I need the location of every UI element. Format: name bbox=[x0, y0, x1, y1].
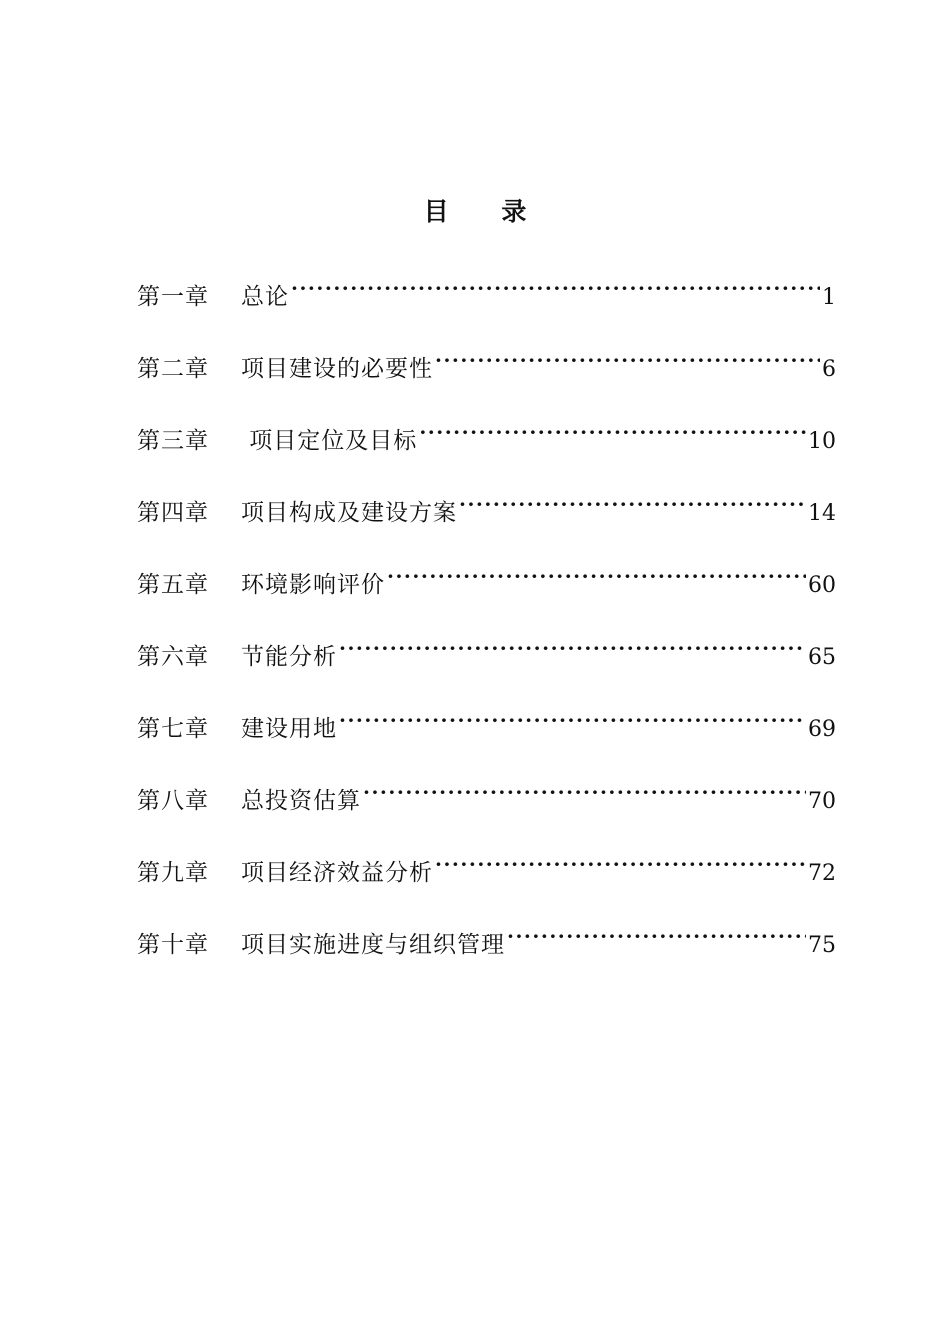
chapter-heading: 建设用地 bbox=[241, 716, 337, 742]
toc-entry-10[interactable] bbox=[137, 916, 836, 988]
toc-entry-9[interactable] bbox=[137, 844, 836, 916]
chapter-heading: 项目定位及目标 bbox=[241, 428, 418, 454]
page-number: 60 bbox=[808, 573, 836, 598]
dot-leader bbox=[459, 484, 806, 520]
chapter-heading: 项目构成及建设方案 bbox=[241, 500, 457, 526]
chapter-number: 第十章 bbox=[137, 932, 209, 958]
dot-leader bbox=[339, 700, 806, 736]
chapter-number: 第九章 bbox=[137, 860, 209, 886]
chapter-number: 第五章 bbox=[137, 572, 209, 598]
toc-entry-6[interactable] bbox=[137, 628, 836, 700]
toc-title: 目 录 bbox=[423, 197, 549, 226]
page-number: 10 bbox=[808, 429, 836, 454]
dot-leader bbox=[363, 772, 806, 808]
page-number: 14 bbox=[808, 501, 836, 526]
page-number: 65 bbox=[808, 645, 836, 670]
chapter-heading: 项目经济效益分析 bbox=[241, 860, 433, 886]
chapter-heading: 总投资估算 bbox=[241, 788, 361, 814]
chapter-number: 第一章 bbox=[137, 284, 209, 310]
dot-leader bbox=[435, 340, 820, 376]
page-number: 72 bbox=[808, 861, 836, 886]
chapter-heading: 项目实施进度与组织管理 bbox=[241, 932, 505, 958]
chapter-number: 第八章 bbox=[137, 788, 209, 814]
toc-entry-5[interactable] bbox=[137, 556, 836, 628]
chapter-number: 第三章 bbox=[137, 428, 209, 454]
toc-entry-3[interactable] bbox=[137, 412, 836, 484]
chapter-number: 第二章 bbox=[137, 356, 209, 382]
toc-entry-7[interactable] bbox=[137, 700, 836, 772]
dot-leader bbox=[291, 268, 820, 304]
toc-entry-1[interactable] bbox=[137, 268, 836, 340]
chapter-heading: 节能分析 bbox=[241, 644, 337, 670]
chapter-number: 第四章 bbox=[137, 500, 209, 526]
dot-leader bbox=[435, 844, 806, 880]
toc-entry-2[interactable] bbox=[137, 340, 836, 412]
chapter-heading: 总论 bbox=[241, 284, 289, 310]
dot-leader bbox=[387, 556, 806, 592]
page-number: 1 bbox=[822, 285, 836, 310]
page-number: 69 bbox=[808, 717, 836, 742]
dot-leader bbox=[507, 916, 806, 952]
chapter-number: 第七章 bbox=[137, 716, 209, 742]
table-of-contents bbox=[137, 268, 836, 988]
toc-entry-4[interactable] bbox=[137, 484, 836, 556]
page-number: 70 bbox=[808, 789, 836, 814]
dot-leader bbox=[419, 412, 806, 448]
toc-entry-8[interactable] bbox=[137, 772, 836, 844]
chapter-heading: 环境影响评价 bbox=[241, 572, 385, 598]
chapter-number: 第六章 bbox=[137, 644, 209, 670]
chapter-heading: 项目建设的必要性 bbox=[241, 356, 433, 382]
page-number: 6 bbox=[822, 357, 836, 382]
page-number: 75 bbox=[808, 933, 836, 958]
dot-leader bbox=[339, 628, 806, 664]
